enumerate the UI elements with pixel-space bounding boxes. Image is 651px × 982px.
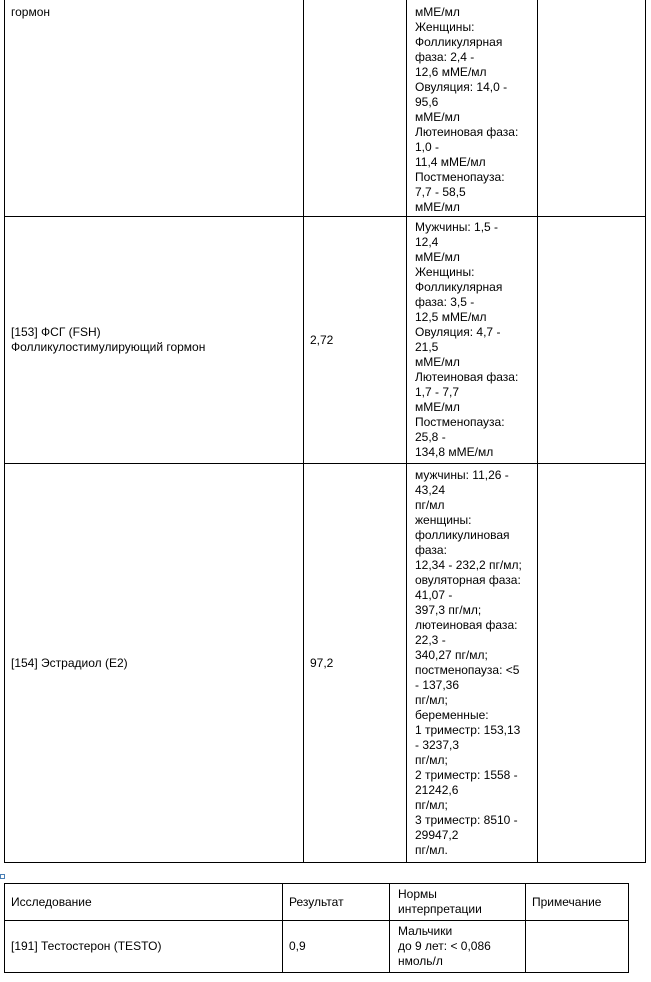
table-anchor-icon (0, 874, 5, 879)
note-cell (538, 464, 646, 863)
note-cell (538, 0, 646, 217)
norms-text: Мальчики до 9 лет: < 0,086 нмоль/л (398, 924, 491, 968)
result-cell (304, 0, 407, 217)
table-row (5, 217, 646, 464)
study-name-cell (5, 0, 304, 217)
table-header-row (5, 884, 629, 921)
study-name-cell (5, 464, 304, 863)
result-value: 0,9 (289, 939, 306, 953)
study-name: [153] ФСГ (FSH) (11, 325, 101, 339)
result-cell (304, 217, 407, 464)
header-norms-label: Нормы интерпретации (398, 887, 482, 916)
result-cell (304, 464, 407, 863)
norms-text: Мужчины: 1,5 - 12,4 мМЕ/мл Женщины: Фолликулярная фаза: 3,5 - 12,5 мМЕ/мл Овуляция: 4,7 - 21,5 мМЕ/мл Лютеиновая фаза: 1,7 - 7,7 мМЕ/мл Постменопауза: 25,8 - 134,8 мМЕ/мл (415, 220, 519, 459)
norms-cell (407, 464, 538, 863)
norms-cell (407, 0, 538, 217)
header-norms (390, 884, 526, 921)
header-note-label: Примечание (532, 894, 602, 909)
result-value: 97,2 (310, 655, 334, 670)
norms-cell (390, 921, 526, 973)
norms-cell (407, 217, 538, 464)
norms-text: мМЕ/мл Женщины: Фолликулярная фаза: 2,4 - 12,6 мМЕ/мл Овуляция: 14,0 - 95,6 мМЕ/мл Лютеиновая фаза: 1,0 - 11,4 мМЕ/мл Постменопауза: 7,7 - 58,5 мМЕ/мл (415, 5, 519, 214)
norms-text: мужчины: 11,26 - 43,24 пг/мл женщины: фолликулиновая фаза: 12,34 - 232,2 пг/мл; овуляторная фаза: 41,07 - 397,3 пг/мл; лютеиновая фаза: 22,3 - 340,27 пг/мл; постменопауза: <5 - 137,36 пг/мл; беременные: 1 триместр: 153,13 - 3237,3 пг/мл; 2 триместр: 1558 - 21242,6 пг/мл; 3 триместр: 8510 - 29947,2 пг/мл. (415, 468, 522, 857)
table-row (5, 921, 629, 973)
study-name: гормон (11, 5, 51, 19)
study-name: [191] Тестостерон (TESTO) (11, 939, 162, 953)
header-study (5, 884, 283, 921)
table-row (5, 0, 646, 217)
header-study-label: Исследование (11, 894, 92, 909)
results-table-1 (4, 0, 646, 863)
study-name-full: Фолликулостимулирующий гормон (11, 340, 206, 354)
note-cell (538, 217, 646, 464)
study-name: [154] Эстрадиол (E2) (11, 655, 128, 670)
result-cell (283, 921, 390, 973)
study-name-cell (5, 921, 283, 973)
table-row (5, 464, 646, 863)
results-table-2 (4, 883, 629, 973)
result-value: 2,72 (310, 332, 334, 347)
study-name-cell (5, 217, 304, 464)
note-cell (526, 921, 629, 973)
header-result-label: Результат (289, 894, 344, 909)
header-result (283, 884, 390, 921)
header-note (526, 884, 629, 921)
